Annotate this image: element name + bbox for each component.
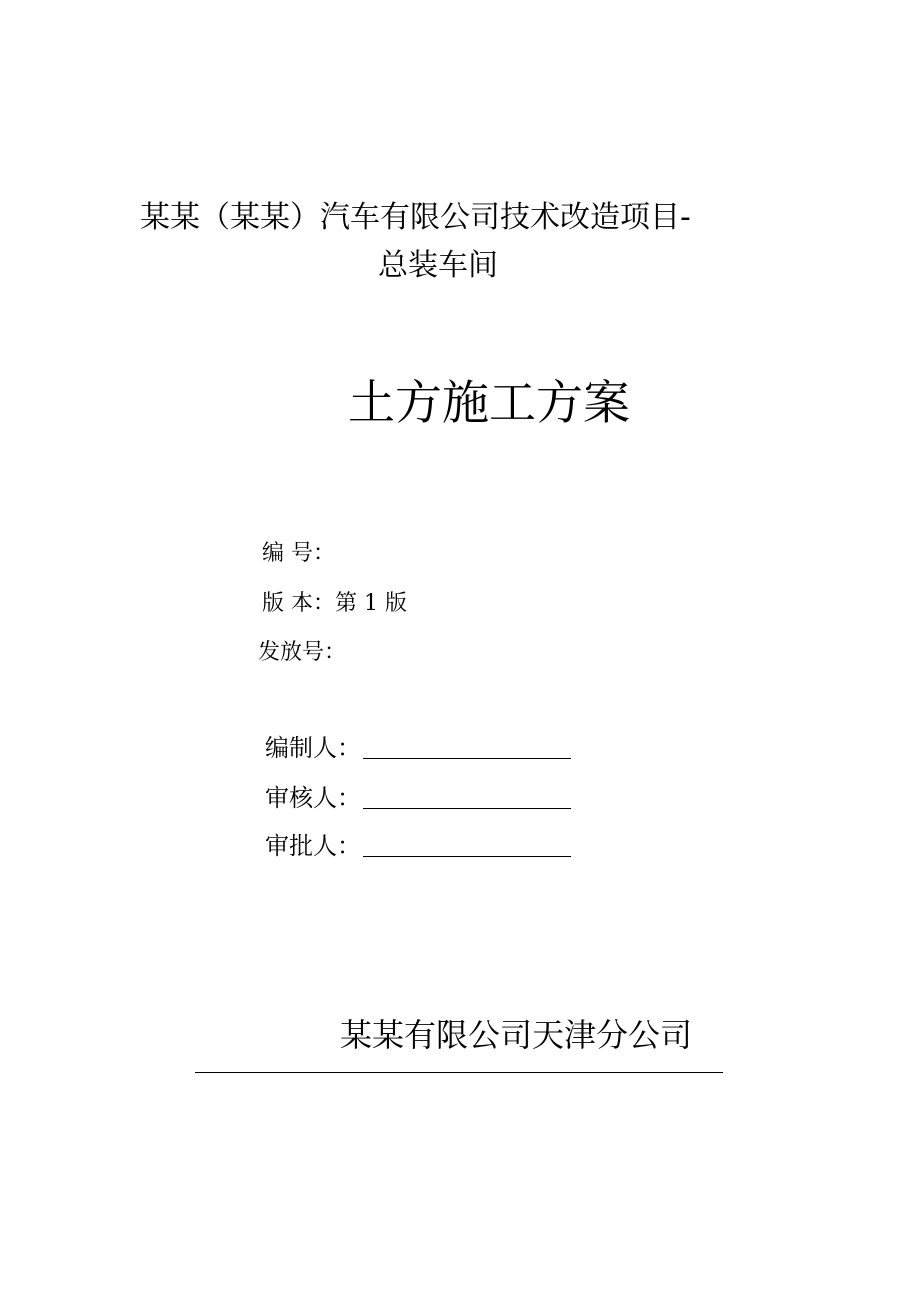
approver-signature-line	[363, 834, 571, 857]
reviewer-signature-line	[363, 786, 571, 809]
signature-row-compiler	[265, 733, 571, 763]
project-title-line-2: 总装车间	[378, 248, 498, 283]
version-value: 第 1 版	[335, 591, 407, 616]
signature-row-approver	[265, 831, 571, 861]
signature-row-reviewer	[265, 783, 571, 813]
version-label: 版 本：	[262, 591, 335, 616]
approver-label: 审批人：	[265, 832, 361, 860]
compiler-signature-line	[363, 736, 571, 759]
issue-label: 发放号：	[258, 640, 347, 665]
number-label: 编 号：	[262, 541, 335, 566]
compiler-label: 编制人：	[265, 734, 361, 762]
project-title-line-1: 某某（某某）汽车有限公司技术改造项目-	[140, 200, 691, 235]
meta-row-number	[262, 540, 335, 568]
company-underline	[195, 1072, 723, 1073]
meta-row-issue	[258, 639, 346, 667]
company-name: 某某有限公司天津分公司	[340, 1016, 693, 1054]
meta-row-version	[262, 590, 407, 618]
document-title: 土方施工方案	[348, 376, 630, 431]
reviewer-label: 审核人：	[265, 784, 361, 812]
